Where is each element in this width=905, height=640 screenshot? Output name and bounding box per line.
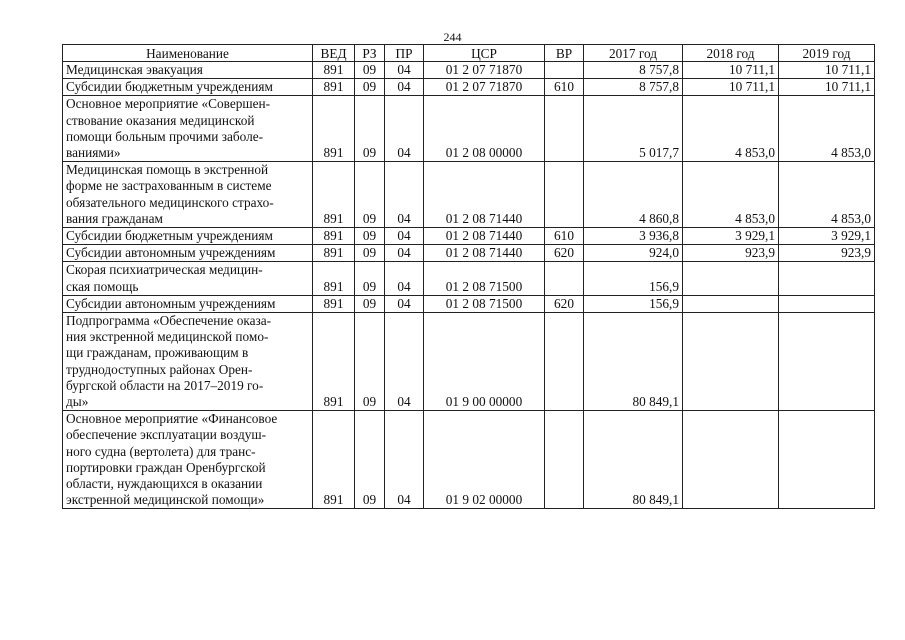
table-row — [63, 411, 875, 509]
cell-2018: 3 929,1 — [683, 228, 779, 245]
cell-csr: 01 2 07 71870 — [424, 62, 545, 79]
table-row — [63, 228, 875, 245]
cell-2017: 3 936,8 — [584, 228, 683, 245]
cell-rz: 09 — [355, 228, 385, 245]
cell-rz: 09 — [355, 262, 385, 295]
row-label: Основное мероприятие «Финансовое обеспечение эксплуатации воздуш- ного судна (вертолета) для транс- портировки граждан Оренбургской области, нуждающихся в оказании экстренной медицинской помощи» — [66, 411, 278, 508]
cell-2019 — [779, 262, 875, 295]
cell-2017: 8 757,8 — [584, 79, 683, 96]
cell-ved: 891 — [313, 295, 355, 312]
table-row — [63, 245, 875, 262]
row-label: Основное мероприятие «Совершен- ствование оказания медицинской помощи больным прочими заболе- ваниями» — [66, 96, 271, 161]
cell-rz: 09 — [355, 295, 385, 312]
cell-ved: 891 — [313, 313, 355, 411]
cell-ved: 891 — [313, 162, 355, 228]
cell-vr: 620 — [545, 245, 584, 262]
header-vr: ВР — [545, 45, 584, 62]
cell-pr: 04 — [385, 295, 424, 312]
cell-2019 — [779, 411, 875, 509]
row-label: Подпрограмма «Обеспечение оказа- ния экстренной медицинской помо- щи гражданам, проживающим в труднодоступных районах Орен- бургской области на 2017–2019 го- ды» — [66, 313, 272, 410]
cell-rz: 09 — [355, 96, 385, 162]
table-row — [63, 313, 875, 411]
cell-2017: 156,9 — [584, 295, 683, 312]
cell-vr: 620 — [545, 295, 584, 312]
cell-vr: 610 — [545, 79, 584, 96]
cell-name — [63, 228, 313, 245]
cell-2018 — [683, 295, 779, 312]
header-pr: ПР — [385, 45, 424, 62]
table-row — [63, 62, 875, 79]
header-ved: ВЕД — [313, 45, 355, 62]
cell-vr — [545, 96, 584, 162]
cell-rz: 09 — [355, 313, 385, 411]
cell-rz: 09 — [355, 62, 385, 79]
cell-vr — [545, 62, 584, 79]
cell-2017: 156,9 — [584, 262, 683, 295]
cell-2017: 5 017,7 — [584, 96, 683, 162]
row-label: Субсидии бюджетным учреждениям — [66, 228, 273, 244]
cell-name — [63, 295, 313, 312]
cell-2018 — [683, 262, 779, 295]
cell-pr: 04 — [385, 228, 424, 245]
table-row — [63, 295, 875, 312]
cell-ved: 891 — [313, 96, 355, 162]
cell-csr: 01 9 00 00000 — [424, 313, 545, 411]
cell-2018: 10 711,1 — [683, 62, 779, 79]
page-number: 244 — [443, 30, 462, 44]
cell-ved: 891 — [313, 79, 355, 96]
cell-2018: 4 853,0 — [683, 96, 779, 162]
cell-name — [63, 313, 313, 411]
cell-ved: 891 — [313, 62, 355, 79]
row-label: Медицинская помощь в экстренной форме не застрахованным в системе обязательного медицинского страхо- вания гражданам — [66, 162, 274, 226]
cell-csr: 01 2 08 71440 — [424, 228, 545, 245]
cell-2019: 10 711,1 — [779, 79, 875, 96]
cell-pr: 04 — [385, 262, 424, 295]
cell-2019: 10 711,1 — [779, 62, 875, 79]
cell-2017: 80 849,1 — [584, 313, 683, 411]
cell-2017: 4 860,8 — [584, 162, 683, 228]
cell-csr: 01 2 08 71440 — [424, 162, 545, 228]
cell-csr: 01 2 08 00000 — [424, 96, 545, 162]
cell-name — [63, 162, 313, 228]
cell-2019: 4 853,0 — [779, 96, 875, 162]
cell-2019: 4 853,0 — [779, 162, 875, 228]
cell-csr: 01 2 08 71500 — [424, 262, 545, 295]
table-row — [63, 79, 875, 96]
cell-vr — [545, 411, 584, 509]
cell-ved: 891 — [313, 262, 355, 295]
cell-2017: 924,0 — [584, 245, 683, 262]
cell-csr: 01 2 08 71440 — [424, 245, 545, 262]
table-row — [63, 96, 875, 162]
row-label: Субсидии автономным учреждениям — [66, 295, 276, 311]
row-label: Субсидии автономным учреждениям — [66, 245, 276, 261]
cell-2019: 923,9 — [779, 245, 875, 262]
cell-2018: 923,9 — [683, 245, 779, 262]
table-row — [63, 162, 875, 228]
cell-vr — [545, 162, 584, 228]
cell-pr: 04 — [385, 62, 424, 79]
cell-name — [63, 262, 313, 295]
cell-vr — [545, 313, 584, 411]
header-row — [63, 45, 875, 62]
cell-ved: 891 — [313, 245, 355, 262]
cell-vr: 610 — [545, 228, 584, 245]
cell-csr: 01 2 08 71500 — [424, 295, 545, 312]
cell-pr: 04 — [385, 313, 424, 411]
cell-name — [63, 411, 313, 509]
header-csr: ЦСР — [424, 45, 545, 62]
row-label: Медицинская эвакуация — [66, 62, 203, 77]
cell-2017: 8 757,8 — [584, 62, 683, 79]
budget-table — [62, 44, 875, 509]
cell-2018: 4 853,0 — [683, 162, 779, 228]
cell-2018 — [683, 411, 779, 509]
cell-rz: 09 — [355, 162, 385, 228]
cell-name — [63, 79, 313, 96]
cell-name — [63, 62, 313, 79]
header-name: Наименование — [63, 45, 313, 62]
cell-csr: 01 9 02 00000 — [424, 411, 545, 509]
cell-2019 — [779, 313, 875, 411]
cell-pr: 04 — [385, 162, 424, 228]
cell-rz: 09 — [355, 245, 385, 262]
cell-ved: 891 — [313, 228, 355, 245]
header-2019: 2019 год — [779, 45, 875, 62]
cell-2017: 80 849,1 — [584, 411, 683, 509]
cell-name — [63, 245, 313, 262]
row-label: Субсидии бюджетным учреждениям — [66, 79, 273, 95]
row-label: Скорая психиатрическая медицин- ская помощь — [66, 262, 263, 294]
cell-2018 — [683, 313, 779, 411]
table-row — [63, 262, 875, 295]
cell-vr — [545, 262, 584, 295]
cell-2018: 10 711,1 — [683, 79, 779, 96]
cell-2019: 3 929,1 — [779, 228, 875, 245]
cell-rz: 09 — [355, 411, 385, 509]
cell-pr: 04 — [385, 245, 424, 262]
cell-pr: 04 — [385, 96, 424, 162]
header-2018: 2018 год — [683, 45, 779, 62]
cell-2019 — [779, 295, 875, 312]
cell-pr: 04 — [385, 79, 424, 96]
header-2017: 2017 год — [584, 45, 683, 62]
cell-name — [63, 96, 313, 162]
cell-pr: 04 — [385, 411, 424, 509]
cell-csr: 01 2 07 71870 — [424, 79, 545, 96]
cell-rz: 09 — [355, 79, 385, 96]
header-rz: РЗ — [355, 45, 385, 62]
cell-ved: 891 — [313, 411, 355, 509]
